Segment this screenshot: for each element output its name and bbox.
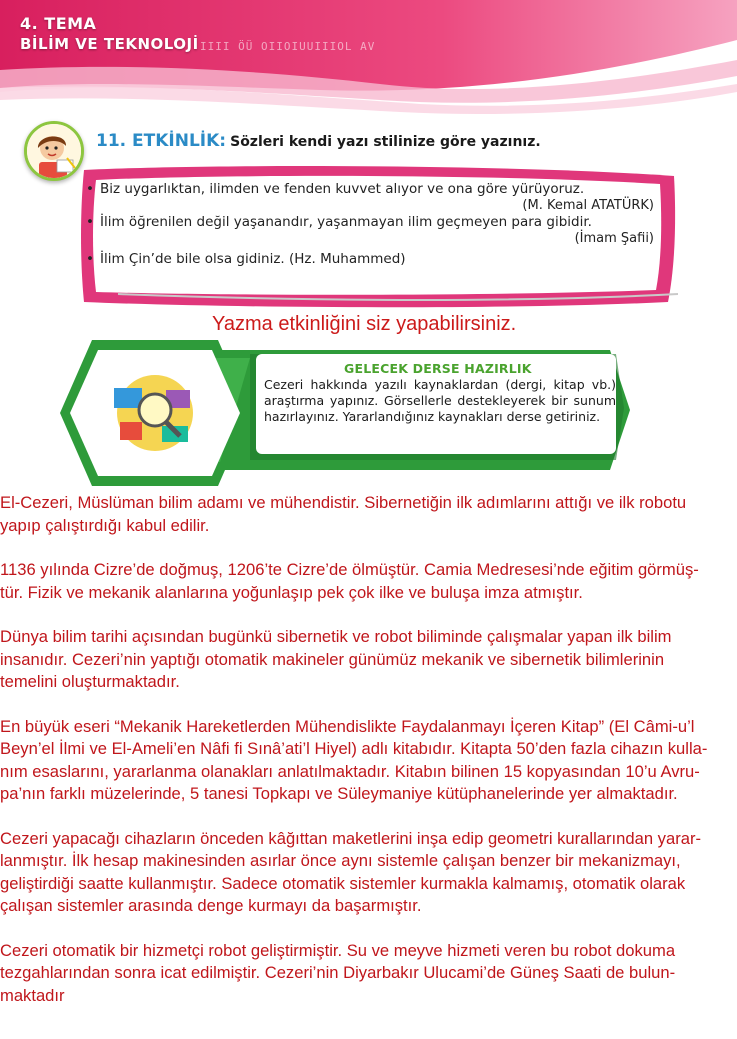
activity-number: 11. ETKİNLİK: — [96, 131, 227, 151]
article-text — [0, 492, 734, 1029]
quote-source: (M. Kemal ATATÜRK) — [522, 198, 654, 213]
quote-source: (İmam Şafii) — [574, 231, 654, 246]
preparation-body: Cezeri hakkında yazılı kaynaklardan (dergi, kitap vb.) araştırma yapınız. Görsellerle destekleyerek bir sunum hazırlayınız. Yararlandığınız kaynakları derse getiriniz. — [264, 377, 616, 424]
quote-item: • İlim Çin’de bile olsa gidiniz. (Hz. Muhammed) — [86, 250, 656, 268]
page-header — [0, 0, 737, 118]
girl-writing-icon — [24, 121, 84, 181]
quote-list — [86, 180, 656, 268]
article-line: temelini oluşturmaktadır. — [0, 672, 180, 691]
article-line: tezgahlarından sonra icat edilmiştir. Cezeri’nin Diyarbakır Ulucami’de Güneş Saati de bulun- — [0, 963, 676, 982]
article-line: Cezeri yapacağı cihazların önceden kâğıttan maketlerini inşa edip geometri kurallarından yarar- — [0, 828, 701, 848]
article-line: En büyük eseri “Mekanik Hareketlerden Mühendislikte Faydalanmayı İçeren Kitap” (El Câmi-u’l — [0, 716, 695, 736]
article-line: El-Cezeri, Müslüman bilim adamı ve mühendistir. Sibernetiğin ilk adımlarını attığı ve ilk robotu — [0, 493, 687, 512]
activity-heading — [96, 131, 541, 151]
article-line: lanmıştır. İlk hesap makinesinden asırlar önce aynı sistemle çalışan benzer bir mekanizmayı, — [0, 851, 681, 870]
preparation-title: GELECEK DERSE HAZIRLIK — [344, 361, 532, 376]
article-paragraph — [0, 492, 734, 537]
article-line: tür. Fizik ve mekanik alanlarına yoğunlaşıp pek çok ilke ve buluşa imza atmıştır. — [0, 582, 583, 602]
handwritten-note: Yazma etkinliğini siz yapabilirsiniz. — [212, 313, 517, 335]
article-line: yapıp çalıştırdığı kabul edilir. — [0, 515, 210, 535]
article-paragraph — [0, 940, 734, 1008]
article-paragraph — [0, 716, 734, 806]
article-line: geliştirdiği saatte kullanmıştır. Sadece otomatik sistemler kurmakla kalmamış, otomatik olarak — [0, 873, 686, 893]
article-paragraph — [0, 559, 734, 604]
theme-title: BİLİM VE TEKNOLOJİ — [20, 35, 199, 53]
theme-number: 4. TEMA — [20, 14, 97, 33]
quote-item: • Biz uygarlıktan, ilimden ve fenden kuvvet alıyor ve ona göre yürüyoruz. — [86, 180, 656, 198]
activity-instruction: Sözleri kendi yazı stilinize göre yazınız. — [230, 134, 541, 150]
article-line: Dünya bilim tarihi açısından bugünkü sibernetik ve robot biliminde çalışmalar yapan ilk bilim — [0, 627, 672, 646]
quote-item: • İlim öğrenilen değil yaşanandır, yaşanmayan ilim geçmeyen para gibidir. — [86, 213, 656, 231]
article-line: nım esaslarını, yararlanma olanakları anlatılmaktadır. Kitabın bilinen 15 kopyasından 10’u Avru- — [0, 761, 700, 781]
article-line: Beyn’el İlmi ve El-Ameli’en Nâfi fi Sınâ’ati’l Hiyel) adlı kitabıdır. Kitapta 50’den fazla cihazın kulla- — [0, 739, 708, 758]
article-paragraph — [0, 828, 734, 918]
article-line: pa’nın farklı müzelerinde, 5 tanesi Topkapı ve Süleymaniye kütüphanelerinde yer almaktadır. — [0, 784, 678, 803]
article-line: çalışan sistemler arasında denge kurmayı da başarmıştır. — [0, 896, 422, 915]
article-line: Cezeri otomatik bir hizmetçi robot geliştirmiştir. Su ve meyve hizmeti veren bu robot dokuma — [0, 940, 676, 960]
article-line: insanıdır. Cezeri’nin yaptığı otomatik makineler günümüz mekanik ve sibernetik bilimlerinin — [0, 649, 665, 669]
article-paragraph — [0, 626, 734, 694]
article-line: 1136 yılında Cizre’de doğmuş, 1206’te Cizre’de ölmüştür. Camia Medresesi’nde eğitim görmüş- — [0, 560, 699, 579]
theme-heading — [20, 14, 199, 54]
header-decor-text: IIII ÖÜ OIIOIUUIIIOL AV — [200, 40, 376, 53]
article-line: maktadır — [0, 985, 65, 1005]
